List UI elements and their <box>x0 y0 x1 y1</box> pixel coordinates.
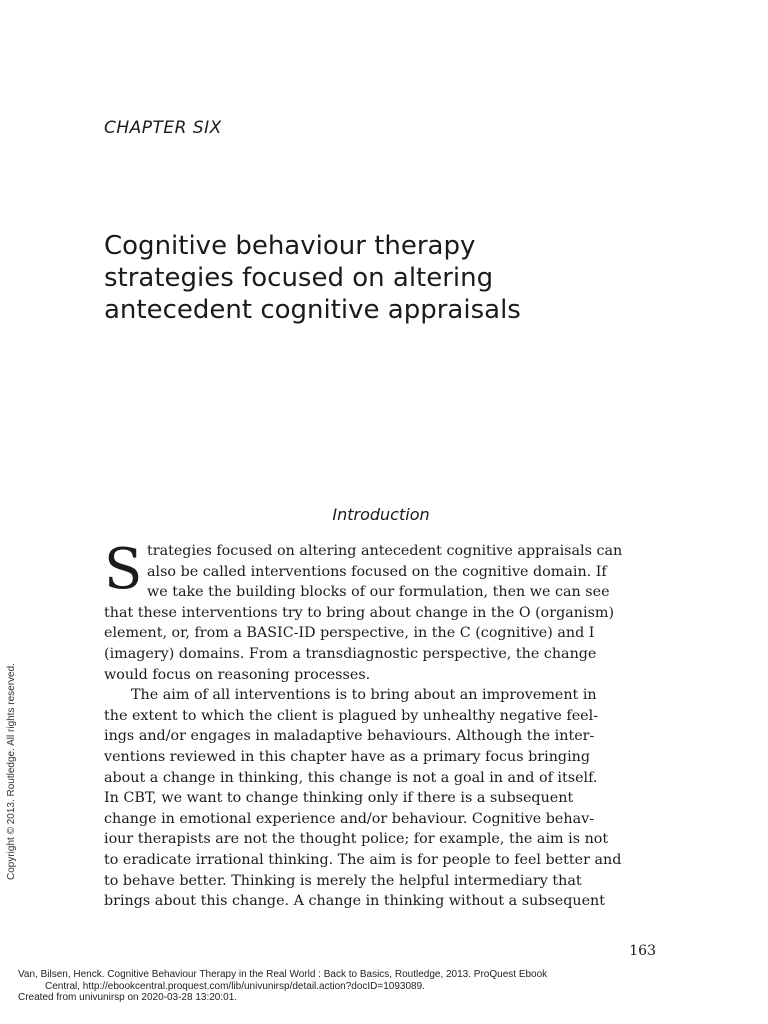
text-line: iour therapists are not the thought police; for example, the aim is not <box>104 831 609 848</box>
chapter-title <box>104 230 664 326</box>
body-text <box>104 537 664 912</box>
paragraph-2 <box>104 685 664 912</box>
text-line: In CBT, we want to change thinking only if there is a subsequent <box>104 790 574 807</box>
chapter-title-line: Cognitive behaviour therapy <box>104 231 476 261</box>
text-line: trategies focused on altering antecedent cognitive appraisals can <box>147 543 623 559</box>
copyright-notice: Copyright © 2013. Routledge. All rights reserved. <box>6 663 17 880</box>
section-heading: Introduction <box>332 505 430 524</box>
text-line: to eradicate irrational thinking. The aim is for people to feel better and <box>104 851 622 868</box>
text-line: that these interventions try to bring about change in the O (organism) <box>104 604 615 621</box>
citation-line: Van, Bilsen, Henck. Cognitive Behaviour Therapy in the Real World : Back to Basics, Routledge, 2013. ProQuest Ebook <box>18 969 548 980</box>
text-line: ings and/or engages in maladaptive behaviours. Although the inter- <box>104 728 595 745</box>
chapter-title-line: strategies focused on altering <box>104 263 494 293</box>
text-line: element, or, from a BASIC-ID perspective, in the C (cognitive) and I <box>104 625 595 642</box>
chapter-title-line: antecedent cognitive appraisals <box>104 295 521 325</box>
text-line: ventions reviewed in this chapter have as a primary focus bringing <box>104 748 590 765</box>
text-line: to behave better. Thinking is merely the helpful intermediary that <box>104 872 582 889</box>
chapter-label: CHAPTER SIX <box>104 118 222 138</box>
drop-cap: S <box>104 537 143 602</box>
text-line: would focus on reasoning processes. <box>104 666 371 683</box>
text-line: also be called interventions focused on the cognitive domain. If <box>147 563 607 580</box>
citation-footer <box>18 969 547 1004</box>
citation-line: Created from univunirsp on 2020-03-28 13:20:01. <box>18 992 238 1003</box>
paragraph-1 <box>104 537 664 685</box>
text-line: we take the building blocks of our formulation, then we can see <box>147 584 610 601</box>
text-line: about a change in thinking, this change is not a goal in and of itself. <box>104 769 598 786</box>
text-line: (imagery) domains. From a transdiagnostic perspective, the change <box>104 645 597 662</box>
citation-line: Central, http://ebookcentral.proquest.com/lib/univunirsp/detail.action?docID=1093089. <box>45 980 425 992</box>
text-line: brings about this change. A change in thinking without a subsequent <box>104 893 606 910</box>
text-line: the extent to which the client is plagued by unhealthy negative feel- <box>104 707 599 724</box>
text-line: change in emotional experience and/or behaviour. Cognitive behav- <box>104 810 595 827</box>
page-number: 163 <box>629 943 656 959</box>
text-line: The aim of all interventions is to bring about an improvement in <box>131 687 597 704</box>
